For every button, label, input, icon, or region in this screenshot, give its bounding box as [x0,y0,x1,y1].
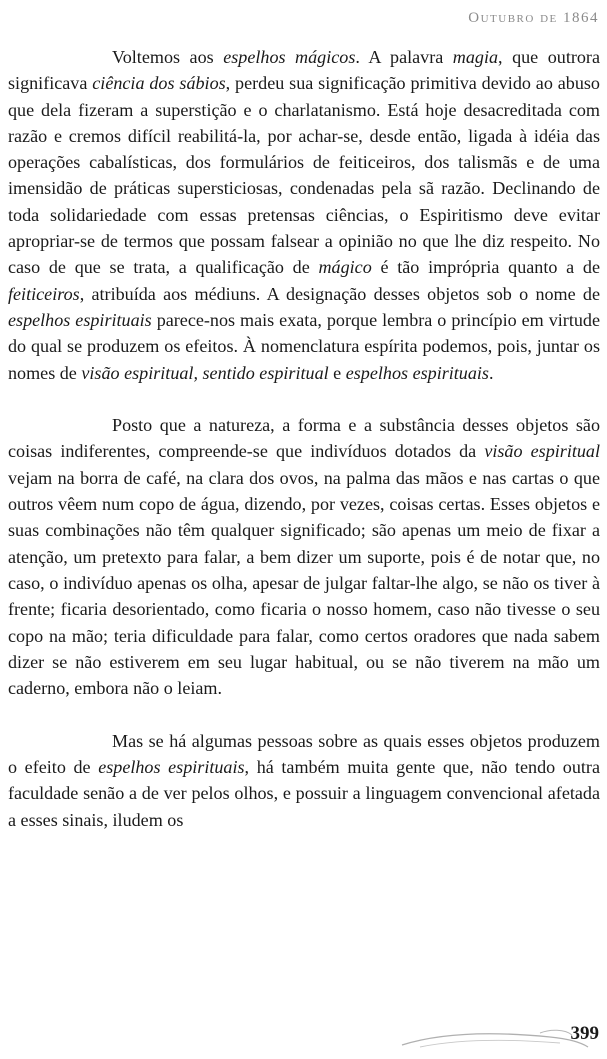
italic-run: visão espiritual [484,441,600,462]
text-run: parece-nos mais exata, porque lembra o princípio em virtude do qual se produzem os efeitos. À nomenclatura espírita podemos, pois, juntar os nomes de [8,309,600,383]
italic-run: espelhos espirituais [98,757,245,778]
paragraph-3 [8,728,600,833]
italic-run: espelhos mágicos [223,47,356,67]
paragraph-2 [8,412,600,701]
text-run: , perdeu sua significação primitiva devido ao abuso que dela fizeram a superstição e o charlatanismo. Está hoje desacreditada com razão e cremos difícil reabilitá-la, por achar-se, desde então, ligada à idéia das operações cabalísticas, dos formulários de feiticeiros, dos talismãs e de uma imensidão de práticas supersticiosas, condenadas pela sã razão. Declinando de toda solidariedade com essas pretensas ciências, o Espiritismo deve evitar apropriar-se de termos que possam falsear a opinião no que lhe diz respeito. No caso de que se trata, a qualificação de [8,73,600,278]
text-run: . [488,362,494,383]
running-header: Outubro de 1864 [468,10,599,26]
italic-run: feiticeiros [8,283,80,304]
text-run: . A palavra [355,47,453,67]
text-run: Voltemos aos [112,47,224,67]
text-run: , atribuída aos médiuns. A designação desses objetos sob o nome de [79,283,600,304]
italic-run: espelhos espirituais [345,362,489,383]
page-footer [0,1015,607,1059]
flourish-ornament-icon [400,1027,590,1051]
text-run: vejam na borra de café, na clara dos ovos, na palma das mãos e nas cartas o que outros vêem num copo de água, dizendo, por vezes, coisas certas. Esses objetos e suas combinações não têm qualquer significado; são apenas um meio de fixar a atenção, um pretexto para falar, a bem dizer um suporte, pois é de notar que, no caso, o indivíduo apenas os olha, apesar de julgar faltar-lhe algo, se não os tiver à frente; ficaria desorientado, como ficaria o nosso homem, caso não tivesse o seu copo na mão; teria dificuldade para falar, como certos oradores que nada sabem dizer se não estiverem em seu lugar habitual, ou se não tiverem na mão um caderno, embora não o leiam. [8,467,600,699]
italic-run: magia [452,47,499,67]
italic-run: mágico [318,257,372,278]
page-number: 399 [570,1023,599,1044]
text-run: , há também muita gente que, não tendo outra faculdade senão a de ver pelos olhos, e possuir a linguagem convencional afetada a esses sinais, iludem os [8,757,600,830]
text-run: Posto que a natureza, a forma e a substância desses objetos são coisas indiferentes, compreende-se que indivíduos dotados da [8,415,600,462]
text-run: , que outrora significava [8,47,600,94]
italic-run: visão espiritual, sentido espiritual [81,362,329,383]
text-run: é tão imprópria quanto a de [371,257,600,278]
page-body [8,44,600,833]
text-run: Mas se há algumas pessoas sobre as quais esses objetos produzem o efeito de [8,730,600,778]
text-run: e [328,362,346,383]
italic-run: espelhos espirituais [8,309,152,330]
paragraph-1 [8,44,600,386]
italic-run: ciência dos sábios [92,73,226,94]
